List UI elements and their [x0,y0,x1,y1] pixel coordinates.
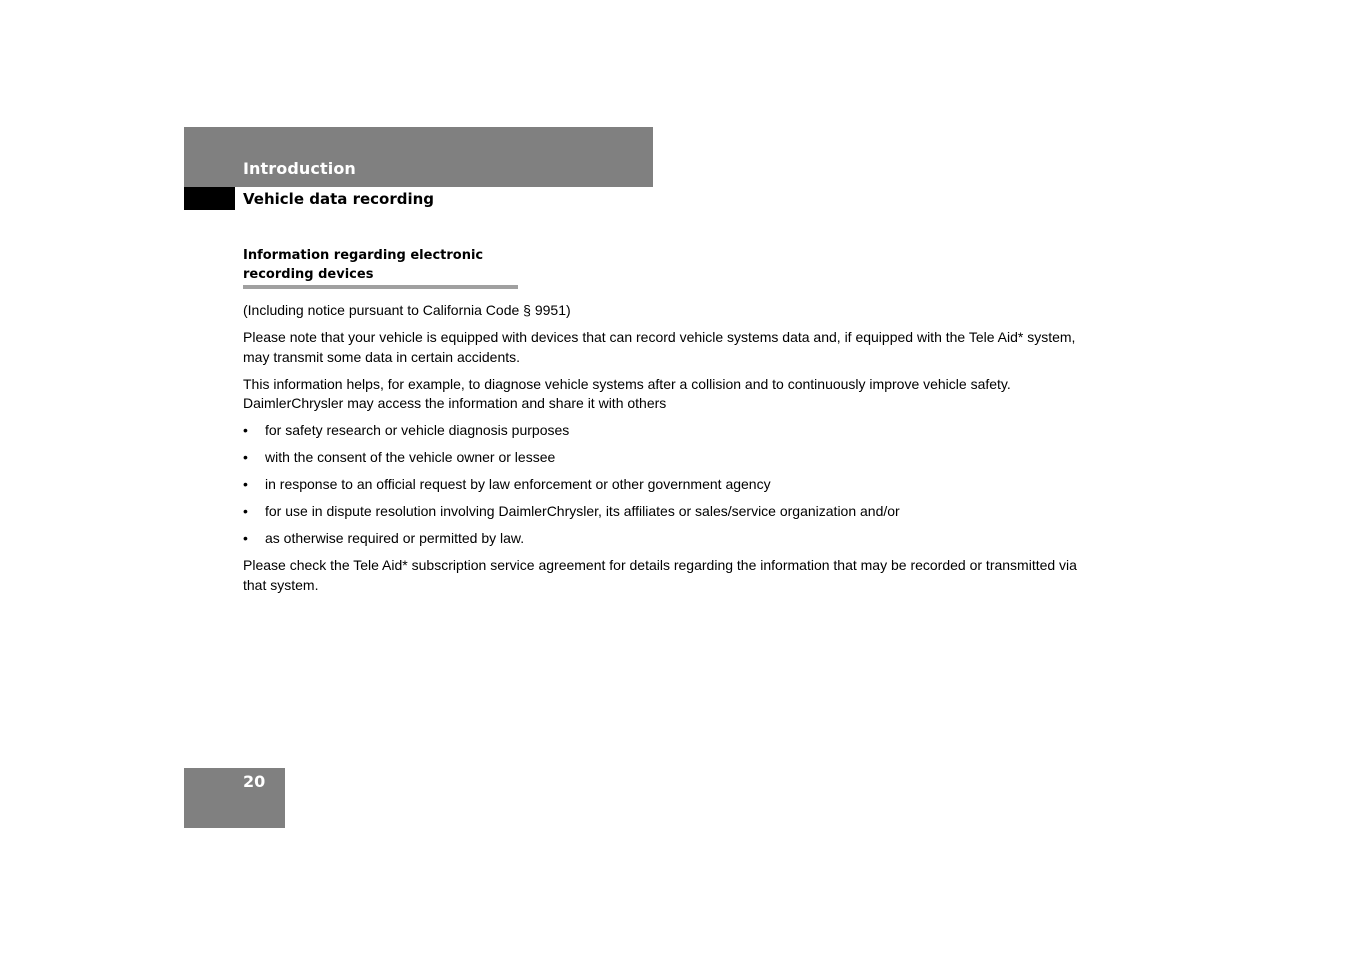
chapter-header-band [184,127,653,187]
purpose-paragraph: This information helps, for example, to diagnose vehicle systems after a collision and to continuously improve vehicle safety. DaimlerChrysler may access the information and share it with others [243,375,1011,411]
list-item [243,475,1103,495]
chapter-title: Introduction [243,159,356,178]
subsection-heading [243,246,518,284]
list-item [243,448,1103,468]
bullet-icon: • [243,422,248,438]
bullet-icon: • [243,530,248,546]
list-item [243,421,1103,441]
list-item-text: in response to an official request by law enforcement or other government agency [265,476,771,492]
closing-paragraph: Please check the Tele Aid* subscription service agreement for details regarding the information that may be recorded or transmitted via that system. [243,557,1077,593]
subsection-heading-line-1: Information regarding electronic [243,248,484,263]
page-number-box [184,768,285,828]
subsection-heading-line-2: recording devices [243,267,374,282]
list-item [243,502,1103,522]
list-item-text: for safety research or vehicle diagnosis purposes [265,422,570,438]
page-number: 20 [243,772,266,791]
list-item [243,529,1103,549]
bullet-icon: • [243,503,248,519]
bullet-icon: • [243,476,248,492]
section-marker-tab [184,187,235,210]
bullet-icon: • [243,449,248,465]
subsection-underline [243,285,518,289]
section-title: Vehicle data recording [243,190,435,208]
list-item-text: for use in dispute resolution involving DaimlerChrysler, its affiliates or sales/service organization and/or [265,503,900,519]
sharing-list [243,421,1103,549]
intro-paragraph: Please note that your vehicle is equipped with devices that can record vehicle systems data and, if equipped with the Tele Aid* system, may transmit some data in certain accidents. [243,329,1076,365]
body-text [243,301,1103,603]
notice-paragraph: (Including notice pursuant to California Code § 9951) [243,302,571,318]
list-item-text: with the consent of the vehicle owner or lessee [265,449,556,465]
list-item-text: as otherwise required or permitted by law. [265,530,525,546]
